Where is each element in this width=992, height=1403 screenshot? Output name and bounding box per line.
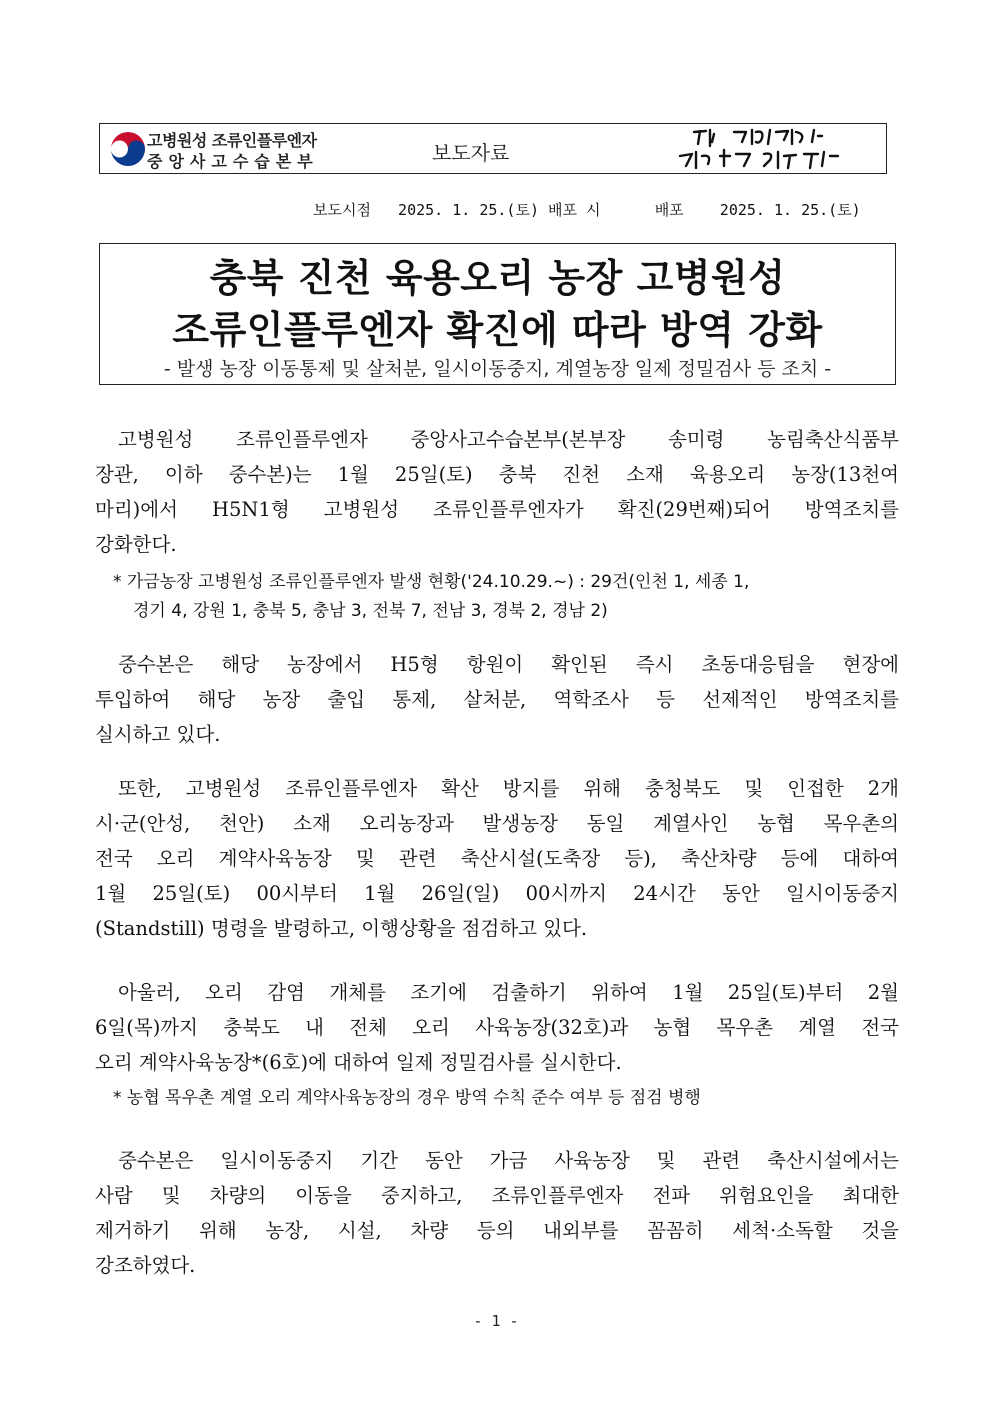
org-name-line2: 중앙사고수습본부 [147,152,319,171]
headline-line1: 충북 진천 육용오리 농장 고병원성 [209,256,786,300]
paragraph-5-line: 제거하기 위해 농장, 시설, 차량 등의 내외부를 꼼꼼히 세척·소독할 것을 [95,1219,899,1242]
footnote-outbreak-status: * 가금농장 고병원성 조류인플루엔자 발생 현황('24.10.29.~) : 29건(인천 1, 세종 1, [113,572,750,592]
paragraph-5-line: 강조하였다. [95,1254,196,1277]
paragraph-3-line: 전국 오리 계약사육농장 및 관련 축산시설(도축장 등), 축산차량 등에 대하여 [95,847,899,870]
paragraph-4-line: 6일(목)까지 충북도 내 전체 오리 사육농장(32호)과 농협 목우촌 계열 전국 [95,1016,899,1039]
paragraph-3-line: 또한, 고병원성 조류인플루엔자 확산 방지를 위해 충청북도 및 인접한 2개 [118,777,899,800]
press-release-label: 보도자료 [432,141,510,165]
paragraph-4-line: 아울러, 오리 감염 개체를 조기에 검출하기 위하여 1월 25일(토)부터 2월 [118,981,899,1004]
org-name-line1: 고병원성 조류인플루엔자 [147,131,317,150]
footnote-outbreak-status-cont: 경기 4, 강원 1, 충북 5, 충남 3, 전북 7, 전남 3, 경북 2, 경남 2) [133,601,608,621]
government-taegeuk-logo-icon [108,129,148,169]
slogan-calligraphy-logo [672,126,852,172]
paragraph-1-line: 장관, 이하 중수본)는 1월 25일(토) 충북 진천 소재 육용오리 농장(13천여 [95,463,899,486]
paragraph-3-line: 1월 25일(토) 00시부터 1월 26일(일) 00시까지 24시간 동안 일시이동중지 [95,882,899,905]
paragraph-2-line: 중수본은 해당 농장에서 H5형 항원이 확인된 즉시 초동대응팀을 현장에 [118,653,899,676]
paragraph-5-line: 사람 및 차량의 이동을 중지하고, 조류인플루엔자 전파 위험요인을 최대한 [95,1184,899,1207]
paragraph-3-line: 시·군(안성, 천안) 소재 오리농장과 발생농장 동일 계열사인 농협 목우촌의 [95,812,899,835]
paragraph-5-line: 중수본은 일시이동중지 기간 동안 가금 사육농장 및 관련 축산시설에서는 [118,1149,899,1172]
paragraph-4-line: 오리 계약사육농장*(6호)에 대하여 일제 정밀검사를 실시한다. [95,1051,622,1074]
paragraph-1-line: 마리)에서 H5N1형 고병원성 조류인플루엔자가 확진(29번째)되어 방역조치를 [95,498,899,521]
headline-subtitle: - 발생 농장 이동통제 및 살처분, 일시이동중지, 계열농장 일제 정밀검사 등 조치 - [163,358,832,380]
headline-line2: 조류인플루엔자 확진에 따라 방역 강화 [172,308,823,352]
paragraph-3-line: (Standstill) 명령을 발령하고, 이행상황을 점검하고 있다. [95,917,588,940]
paragraph-1-line: 강화한다. [95,533,177,556]
footnote-contract-farms: * 농협 목우촌 계열 오리 계약사육농장의 경우 방역 수칙 준수 여부 등 점검 병행 [113,1088,701,1108]
page-number: - 1 - [473,1312,519,1330]
release-timing-info: 보도시점 2025. 1. 25.(토) 배포 시 배포 2025. 1. 25.(토) [313,201,861,219]
paragraph-2-line: 실시하고 있다. [95,723,221,746]
paragraph-1-line: 고병원성 조류인플루엔자 중앙사고수습본부(본부장 송미령 농림축산식품부 [118,428,899,451]
paragraph-2-line: 투입하여 해당 농장 출입 통제, 살처분, 역학조사 등 선제적인 방역조치를 [95,688,899,711]
